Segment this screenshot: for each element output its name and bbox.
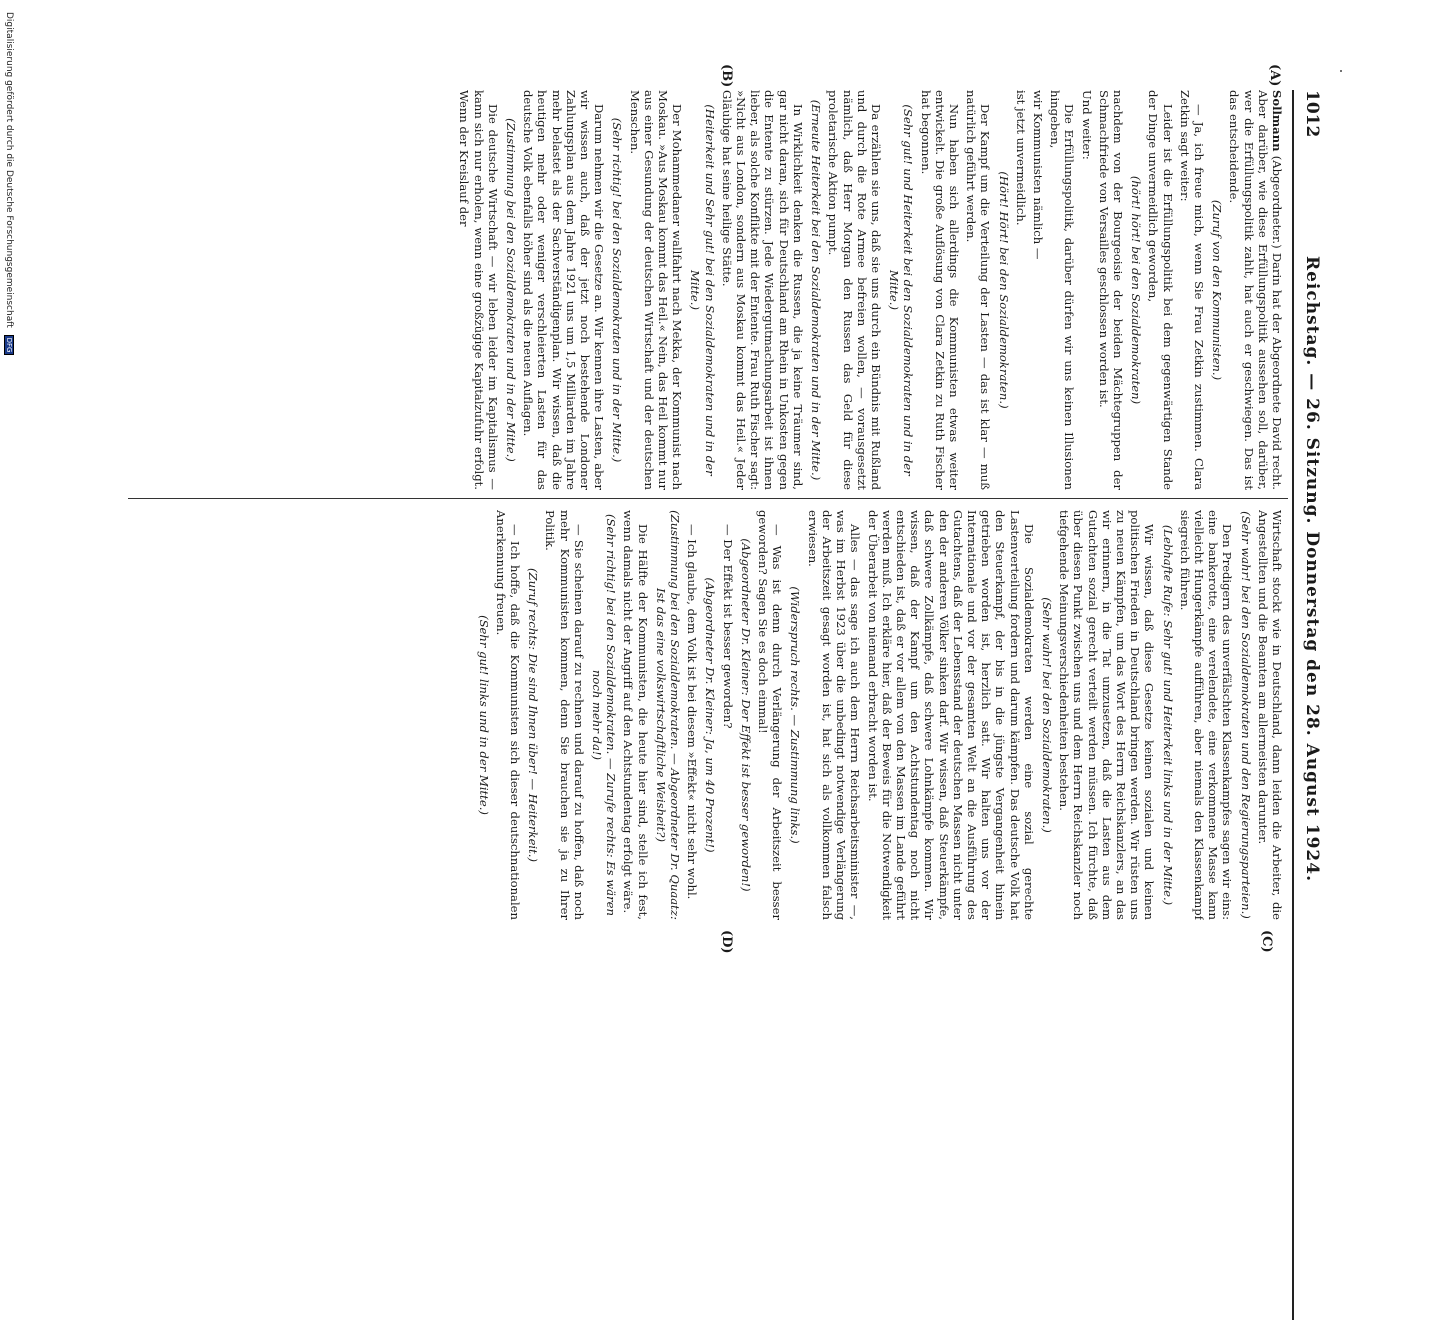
right-column <box>194 510 1284 920</box>
paragraph: — Ich glaube, dem Volk ist bei diesem »Effekt« nicht sehr wohl. <box>685 524 700 900</box>
paragraph: — Ich hoffe, daß die Kommunisten sich dieser deutschnationalen Anerkennung freuen. <box>493 510 523 920</box>
dfg-logo-icon: DFG <box>4 335 14 356</box>
paragraph <box>1227 90 1284 490</box>
running-head <box>1294 90 1322 928</box>
paragraph: — Sie scheinen darauf zu rechnen und darauf zu hoffen, daß noch mehr Kommunisten kommen, denn Sie brauchen sie ja zu Ihrer Politik. <box>543 510 586 920</box>
paragraph: Wir wissen, daß diese Gesetze keinen sozialen und keinen politischen Frieden in Deutschland bringen werden. Wir rüsten uns zu neuen Kämpfen, um das Wort des Herrn Reichskanzlers, an das wir erinnern, in die Tat umzusetzen, daß die Lasten aus dem Gutachten sozial gerecht verteilt werden müssen. Ich fürchte, daß über diesen Punkt zwischen uns und dem Herrn Reichskanzler noch tiefgehende Meinungsverschiedenheiten bestehen. <box>1057 510 1157 920</box>
stage-direction: (Widerspruch rechts. — Zustimmung links.) <box>788 586 803 844</box>
paragraph: In Wirklichkeit denken die Russen, die ja keine Träumer sind, gar nicht daran, sich für Deutschland am Rhein in Unkosten gegen die Entente zu stürzen. Jede Wiedergutmachungsarbeit ist ihnen lieber, als solche Konflikte mit der Entente. Frau Ruth Fischer sagt: »Nicht aus London, sondern aus Moskau kommt das Heil.« Jeder Gläubige hat seine heilige Stätte. <box>719 90 805 490</box>
paragraph: Den Predigern des unverfälschten Klassenkampfes sagen wir eins: eine bankerotte, eine verelendete, eine verkommene Masse kann vielleicht Hungerkämpfe aufführen, aber niemals den Klassenkampf siegreich führen. <box>1177 510 1235 920</box>
paragraph: Die Hälfte der Kommunisten, die heute hier sind, stelle ich fest, wenn damals nicht der Angriff auf den Achtstundentag erfolgt wäre. <box>621 510 650 920</box>
left-column <box>194 90 1284 490</box>
paragraph: Die Erfüllungspolitik, darüber dürfen wir uns keinen Illusionen hingeben, <box>1048 90 1077 490</box>
digitization-credit <box>0 0 16 1000</box>
paragraph: ist jetzt unvermeidlich. <box>1013 90 1028 226</box>
speaker-role: (Abgeordneter.) <box>1270 155 1284 249</box>
paragraph: Wirtschaft stockt wie in Deutschland, dann leiden die Arbeiter, die Angestellten und die Beamten am allermeisten darunter. <box>1255 510 1284 920</box>
paragraph: wir Kommunisten nämlich — <box>1030 90 1045 260</box>
speaker-name: Sollmann <box>1270 90 1284 152</box>
margin-mark-b: (B) <box>719 64 734 88</box>
paragraph: Die Sozialdemokraten werden eine sozial gerechte Lastenverteilung fordern und darum kämpfen. Das deutsche Volk hat den Steuerkampf, der bis in die jüngste Vergangenheit hinein getrieben worden ist, herzlich satt. Wir halten uns vor der Internationale und vor der gesamten Welt an die Ausführung des Gutachtens, daß der Lebensstand der deutschen Massen nicht unter den der anderen Völker sinken darf. Wir wissen, daß Steuerkämpfe, daß schwere Zollkämpfe, daß schwere Lohnkämpfe kommen. Wir wissen, daß der Kampf um den Achtstundentag noch nicht entschieden ist, daß er vor allem von den Massen im Lande geführt werden muß. Ich erkläre hier, daß der Beweis für die Notwendigkeit der Überarbeit von niemand erbracht worden ist. <box>865 510 1036 920</box>
stage-direction: (Zuruf rechts: Die sind Ihnen über! — Heiterkeit.) <box>526 567 541 863</box>
margin-mark-c: (C) <box>1259 930 1274 953</box>
stage-direction: (Sehr wahr! bei den Sozialdemokraten und den Regierungsparteien.) <box>1238 511 1253 919</box>
paragraph: nachdem von der Bourgeoisie der beiden Mächtegruppen der Schmachfriede von Versailles geschlossen worden ist. <box>1096 90 1125 490</box>
paragraph: — Ja, ich freue mich, wenn Sie Frau Zetkin zustimmen. Clara Zetkin sagt weiter: <box>1177 90 1206 490</box>
paragraph: Nun haben sich allerdings die Kommunisten etwas weiter entwickelt. Die große Auflösung von Clara Zetkin zu Ruth Fischer hat begonnen. <box>918 90 961 490</box>
stage-direction: (hört! hört! bei den Sozialdemokraten) <box>1129 175 1144 405</box>
margin-mark-a: (A) <box>1267 64 1282 87</box>
paragraph: Der Mohammedaner wallfahrt nach Mekka, der Kommunist nach Moskau. »Aus Moskau kommt das Heil.« Nein, das Heil kommt nur aus einer Gesundung der deutschen Wirtschaft und der deutschen Menschen. <box>627 90 685 490</box>
paragraph: Darum nehmen wir die Gesetze an. Wir kennen ihre Lasten, aber wir wissen auch, daß der jetzt noch bestehende Londoner Zahlungsplan aus dem Jahre 1921 uns um 1,5 Milliarden im Jahre mehr belastet als der Sachverständigenplan. Wir wissen, daß die heutigen mehr oder weniger verschleierten Lasten für das deutsche Volk ebenfalls höher sind als die neuen Auflagen. <box>521 90 607 490</box>
page-number: 1012 <box>1302 90 1322 138</box>
stage-direction: (Sehr gut! links und in der Mitte.) <box>476 615 491 815</box>
stage-direction: (Zustimmung bei den Sozialdemokraten und in der Mitte.) <box>504 118 519 462</box>
stage-direction: (Sehr gut! und Heiterkeit bei den Sozialdemokraten und in der Mitte.) <box>887 104 916 476</box>
credit-text: Digitalisierung gefördert durch die Deutsche Forschungsgemeinschaft <box>4 12 14 328</box>
stage-direction: (Hört! Hört! bei den Sozialdemokraten.) <box>996 171 1011 409</box>
stage-direction: (Sehr richtig! bei den Sozialdemokraten und in der Mitte.) <box>610 117 625 463</box>
header-rule <box>1292 90 1294 1320</box>
paragraph: Alles — das sage ich auch dem Herrn Reichsarbeitsminister —, was im Herbst 1923 über die unbedingt notwendige Verlängerung der Arbeitszeit gesagt worden ist, hat sich als vollkommen falsch erwiesen. <box>805 510 863 920</box>
running-title: Reichstag. — 26. Sitzung. Donnerstag den 28. August 1924. <box>1302 255 1322 883</box>
margin-mark-d: (D) <box>719 930 734 954</box>
stage-direction: (Zustimmung bei den Sozialdemokraten. — Abgeordneter Dr. Quaatz: Ist das eine volkswirtschaftliche Weisheit?) <box>653 510 683 920</box>
stage-direction: (Zuruf von den Kommunisten.) <box>1210 199 1225 381</box>
paragraph: Und weiter: <box>1079 90 1094 160</box>
stage-direction: (Abgeordneter Dr. Kleiner: Der Effekt ist besser geworden!) <box>738 538 753 892</box>
paragraph: Da erzählen sie uns, daß sie uns durch ein Bündnis mit Rußland und durch die Rote Armee befreien wollen, — vorausgesetzt nämlich, daß Herr Morgan den Russen das Geld für diese proletarische Aktion pumpt. <box>826 90 883 490</box>
stage-direction: (Lebhafte Rufe: Sehr gut! und Heiterkeit links und in der Mitte.) <box>1160 524 1175 906</box>
stage-direction: (Sehr richtig! bei den Sozialdemokraten. — Zurufe rechts: Es wären noch mehr da!) <box>590 514 619 916</box>
paragraph-text: Darin hat der Abgeordnete David recht. Aber darüber, wie diese Erfüllungspolitik aussehen soll, darüber, wer die Erfüllungspolitik zahlt, hat auch er geschwiegen. Das ist das entscheidende. <box>1227 90 1284 490</box>
paragraph: Der Kampf um die Verteilung der Lasten — das ist klar — muß natürlich geführt werden. <box>964 90 993 490</box>
credit-line <box>4 12 14 355</box>
stage-direction: (Sehr wahr! bei den Sozialdemokraten.) <box>1039 597 1054 833</box>
scan-speck <box>1340 70 1342 72</box>
stage-direction: (Erneute Heiterkeit bei den Sozialdemokraten und in der Mitte.) <box>809 99 824 481</box>
paragraph: — Was ist denn durch Verlängerung der Arbeitszeit besser geworden? Sagen Sie es doch einmal! <box>756 510 785 920</box>
paragraph: Leider ist die Erfüllungspolitik bei dem gegenwärtigen Stande der Dinge unvermeidlich geworden, <box>1146 90 1175 490</box>
column-divider <box>128 498 1288 499</box>
paragraph: Die deutsche Wirtschaft — wir leben leider im Kapitalismus — kann sich nur erholen, wenn eine großzügige Kapitalzufuhr erfolgt. Wenn der Kreislauf der <box>457 90 500 490</box>
paragraph: — Der Effekt ist besser geworden? <box>720 524 735 729</box>
stage-direction: (Abgeordneter Dr. Kleiner: Ja, um 40 Prozent!) <box>703 577 718 853</box>
stage-direction: (Heiterkeit und Sehr gut! bei den Sozialdemokraten und in der Mitte.) <box>688 104 717 476</box>
